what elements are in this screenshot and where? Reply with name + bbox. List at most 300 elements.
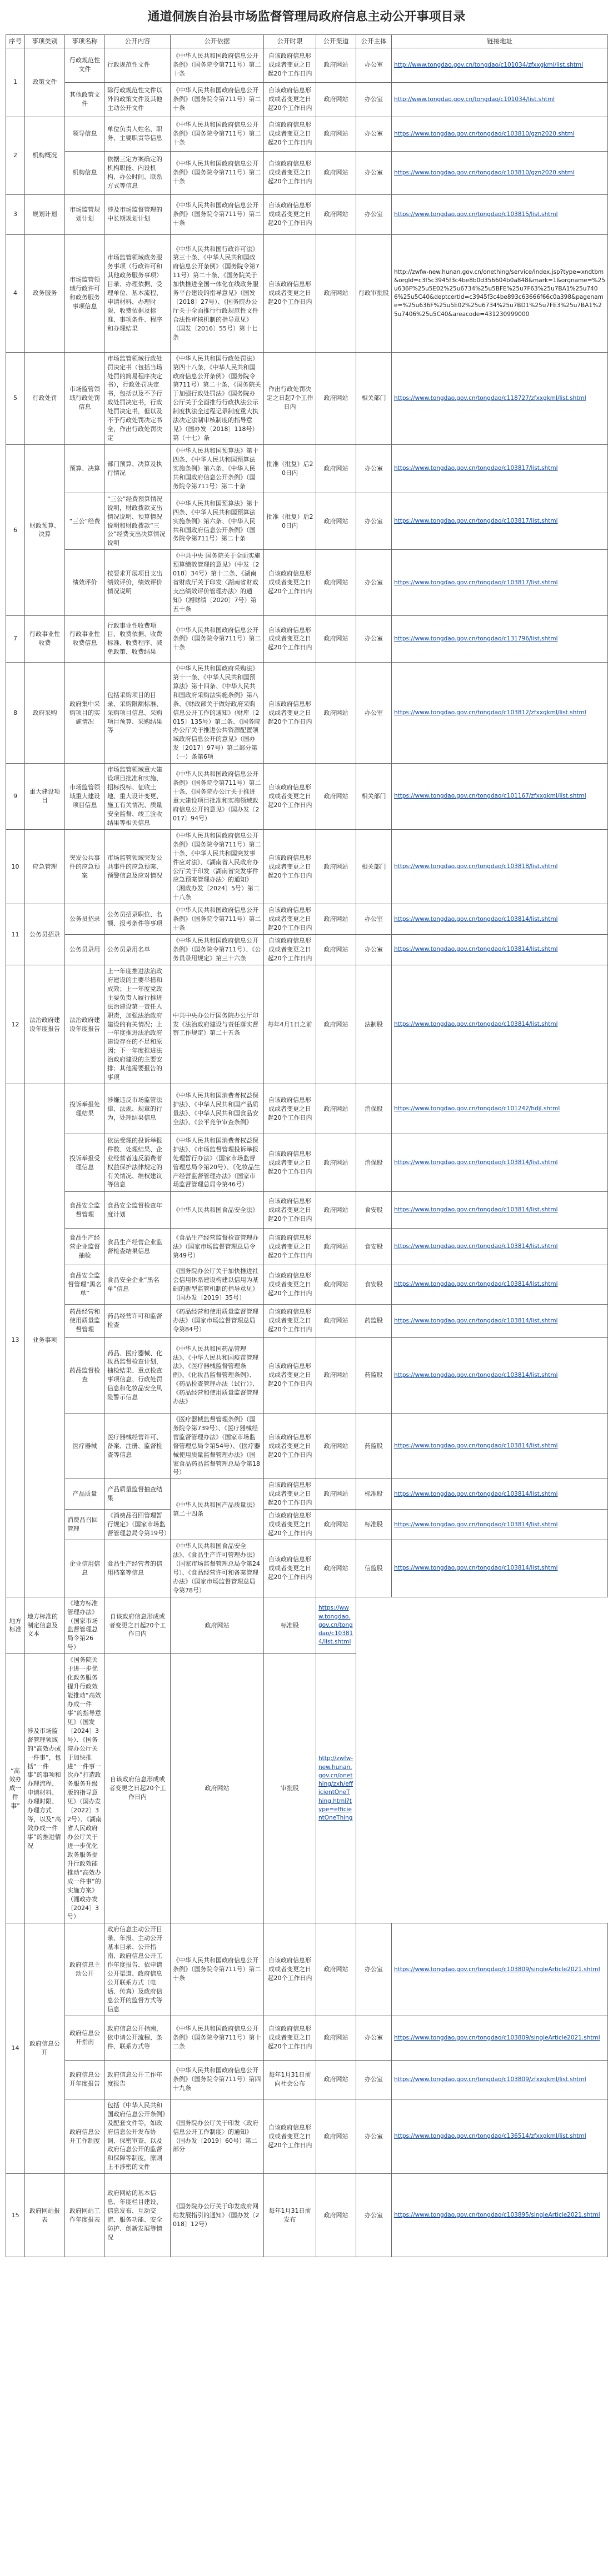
table-cell: 政府网站 xyxy=(316,1134,356,1192)
link-address[interactable]: https://www.tongdao.gov.cn/tongdao/c103809/singleArticle2021.shtml xyxy=(394,1966,600,1973)
table-cell: 行政处罚 xyxy=(25,352,65,444)
table-cell: 法制股 xyxy=(356,965,392,1084)
table-cell: 政府网站 xyxy=(316,2099,356,2174)
content-cell: 公务员录用名单 xyxy=(105,935,171,965)
content-cell: 除行政规范性文件以外的政策文件及其他主动公开文件 xyxy=(105,82,171,117)
table-cell: 政府网站 xyxy=(316,1304,356,1337)
content-cell: 政府信息主动公开目录、年报、主动公开基本目录、公开指南、政府信息公开工作年度报告、依申请公开渠道、政府信息公开联系方式（电话、传真）及政府信息公开的监督方式等信息 xyxy=(105,1923,171,2016)
content-cell: “三公”经费预算情况说明，财政拨款支出情况说明、预算情况说明和财政拨款“三公”经费支出决算情况说明 xyxy=(105,493,171,550)
content-cell: 食品生产经营者的信用档案等信息 xyxy=(105,1540,171,1597)
table-cell: 政府网站 xyxy=(316,829,356,904)
header-cell: 公开依据 xyxy=(171,35,264,48)
table-cell: 自该政府信息形成或者变更之日起20个工作日内 xyxy=(264,904,316,935)
table-cell: 自该政府信息形成或者变更之日起20个工作日内 xyxy=(264,82,316,117)
table-cell: 相关部门 xyxy=(356,764,392,830)
table-cell: 规划计划 xyxy=(25,194,65,234)
table-row xyxy=(6,194,608,234)
table-cell: 政府网站 xyxy=(316,151,356,194)
table-row xyxy=(6,935,608,965)
table-row xyxy=(6,117,608,151)
table-cell: 市场监管领域行政许可和政务服务事项信息 xyxy=(65,234,105,352)
table-cell: 食品安全监督管理 xyxy=(65,1192,105,1229)
table-row xyxy=(6,82,608,117)
header-cell: 事项类别 xyxy=(25,35,65,48)
link-cell xyxy=(392,1540,608,1597)
table-cell: “高效办成一件事” xyxy=(6,1654,25,1923)
link-cell xyxy=(316,1597,356,1654)
content-cell: 政府信息公开指南，依申请公开流程、条件、联系方式等 xyxy=(105,2016,171,2060)
link-address[interactable]: http://zwfw-new.hunan.gov.cn/onething/service/index.jsp?type=xndtbm&orgId=c3f5c3945f3c4be8b0d356604b0a848&mark=1&orgname=%25u636F%25u5E02%25u6734%25u5BFE%25u7F63%25u7BA1%25u7406%25u5C40&deptcertId=c3945f3c4be893c63666f66c0a398&pagename=%25u636F%25u5E02%25u6734%25u7BD1%25u7FE3%25u7BA1%25u7406%25u5C40&areacode=431230999000 xyxy=(394,268,605,318)
table-cell: 自该政府信息形成或者变更之日起20个工作日内 xyxy=(264,2099,316,2174)
table-cell: 机构信息 xyxy=(65,151,105,194)
table-cell: 自该政府信息形成或者变更之日起20个工作日内 xyxy=(264,151,316,194)
link-cell xyxy=(392,965,608,1084)
table-cell: 业务事项 xyxy=(25,1084,65,1597)
table-cell: 市场监管规划计划 xyxy=(65,194,105,234)
content-cell: 食品安全监督检查年度计划 xyxy=(105,1192,171,1229)
table-row xyxy=(6,965,608,1084)
basis-cell: 《中华人民共和国政府信息公开条例》（国务院令第711号）第十二条 xyxy=(171,2016,264,2060)
table-cell: 办公室 xyxy=(356,2016,392,2060)
basis-cell: 《医疗器械监督管理条例》（国务院令第739号）、《医疗器械经营监督管理办法》（国家市场监督管理总局令第54号）、《医疗器械使用质量监督管理办法》（国家食品药品监督管理总局令第18号） xyxy=(171,1413,264,1479)
table-cell: 企业信用信息 xyxy=(65,1540,105,1597)
table-cell: 政府网站 xyxy=(316,493,356,550)
table-cell: 食品安全监督管理“黑名单” xyxy=(65,1265,105,1305)
table-cell: 自该政府信息形成或者变更之日起20个工作日内 xyxy=(264,662,316,763)
table-cell: 自该政府信息形成或者变更之日起20个工作日内 xyxy=(264,117,316,151)
table-cell: 自该政府信息形成或者变更之日起20个工作日内 xyxy=(264,2016,316,2060)
link-cell xyxy=(392,615,608,662)
table-cell: 自该政府信息形成或者变更之日起20个工作日内 xyxy=(264,48,316,82)
table-row xyxy=(6,445,608,493)
content-cell: 政府信息公开工作年度报告 xyxy=(105,2060,171,2099)
table-cell: 政府网站 xyxy=(316,352,356,444)
table-cell: 办公室 xyxy=(356,493,392,550)
table-cell: 绩效评价 xyxy=(65,550,105,616)
table-cell: 政府网站 xyxy=(316,48,356,82)
link-address[interactable]: https://www.tongdao.gov.cn/tongdao/c103818/list.shtml xyxy=(394,863,558,870)
table-cell: 法治政府建设年度报告 xyxy=(65,965,105,1084)
basis-cell: 《中华人民共和国政府信息公开条例》（国务院令第711号）第二十条 xyxy=(171,615,264,662)
table-cell: 政府集中采购项目的实施情况 xyxy=(65,662,105,763)
link-address[interactable]: https://www.tongdao.gov.cn/tongdao/c103814/list.shtml xyxy=(394,1565,558,1572)
table-cell: 4 xyxy=(6,234,25,352)
content-cell: 食品安全企业“黑名单”信息 xyxy=(105,1265,171,1305)
link-address[interactable]: https://www.tongdao.gov.cn/tongdao/c103814/list.shtml xyxy=(394,1243,558,1250)
basis-cell: 《中华人民共和国政府信息公开条例》（国务院令第711号）第二十条 xyxy=(171,82,264,117)
link-cell xyxy=(392,1192,608,1229)
content-cell: 单位负责人姓名、职务、主要职责等信息 xyxy=(105,117,171,151)
content-cell: 产品质量监督抽查结果 xyxy=(105,1479,171,1510)
table-row xyxy=(6,1265,608,1305)
header-cell: 链接地址 xyxy=(392,35,608,48)
table-cell: 10 xyxy=(6,829,25,904)
link-address[interactable]: https://www.tongdao.gov.cn/tongdao/c103814/list.shtml xyxy=(394,1371,558,1379)
content-cell: 市场监管领域政务服务事项（行政许可和其他政务服务事项）目录、办理依据、受理单位、基本流程、申请材料、办理时限、收费依据及标准、事项条件、程序和办理结果 xyxy=(105,234,171,352)
link-address[interactable]: https://www.tongdao.gov.cn/tongdao/c103814/list.shtml xyxy=(394,1490,558,1497)
link-cell xyxy=(392,2060,608,2099)
link-address[interactable]: http://www.tongdao.gov.cn/tongdao/c101034/list.shtml xyxy=(394,96,555,103)
table-cell: 15 xyxy=(6,2174,25,2257)
table-cell: 行政规范性文件 xyxy=(65,48,105,82)
content-cell: 医疗器械经营许可、备案、注册、监督检查等信息 xyxy=(105,1413,171,1479)
table-cell: 食安股 xyxy=(356,1229,392,1265)
link-cell xyxy=(392,117,608,151)
table-cell: 审批股 xyxy=(264,1654,316,1923)
table-cell: 公务员招录 xyxy=(65,904,105,935)
basis-cell: 《中华人民共和国政府信息公开条例》（国务院令第711号）第四十九条 xyxy=(171,2060,264,2099)
basis-cell: 《食品生产经营监督检查管理办法》（国家市场监督管理总局令第49号） xyxy=(171,1229,264,1265)
table-row xyxy=(6,352,608,444)
table-cell: 办公室 xyxy=(356,2099,392,2174)
table-cell: 办公室 xyxy=(356,82,392,117)
table-cell: 8 xyxy=(6,662,25,763)
table-cell: 自该政府信息形成或者变更之日起20个工作日内 xyxy=(264,829,316,904)
link-cell xyxy=(392,1479,608,1510)
link-cell xyxy=(392,1510,608,1540)
table-cell: 政府信息主动公开 xyxy=(65,1923,105,2016)
table-cell: 政务服务 xyxy=(25,234,65,352)
page-title: 通道侗族自治县市场监督管理局政府信息主动公开事项目录 xyxy=(147,10,466,24)
table-cell: 财政预算、决算 xyxy=(25,445,65,616)
table-cell: 办公室 xyxy=(356,615,392,662)
link-address[interactable]: https://www.tongdao.gov.cn/tongdao/c103814/list.shtml xyxy=(394,1442,558,1450)
basis-cell: 《中华人民共和国食品安全法》 xyxy=(171,1192,264,1229)
link-address[interactable]: https://www.tongdao.gov.cn/tongdao/c103814/list.shtml xyxy=(394,1521,558,1528)
table-cell: 标准股 xyxy=(356,1479,392,1510)
link-address[interactable]: https://www.tongdao.gov.cn/tongdao/c103814/list.shtml xyxy=(394,946,558,953)
table-cell: 政府网站 xyxy=(316,1192,356,1229)
basis-cell: 《消费品召回管理暂行规定》（国家市场监督管理总局令第19号） xyxy=(105,1510,171,1540)
table-cell: 自该政府信息形成或者变更之日起20个工作日内 xyxy=(264,550,316,616)
link-cell xyxy=(392,151,608,194)
table-cell: 政府网站 xyxy=(316,2174,356,2257)
table-row xyxy=(6,1510,608,1540)
content-cell: 政府网站的基本信息、年度栏目建设、信息发布、互动交流、服务功能、安全防护、创新发展等情况 xyxy=(105,2174,171,2257)
table-row xyxy=(6,1134,608,1192)
table-cell: 政府网站 xyxy=(171,1654,264,1923)
link-address[interactable]: https://www.tongdao.gov.cn/tongdao/c103812/zfxxgkml/list.shtml xyxy=(394,709,586,716)
table-cell: 政府网站 xyxy=(316,82,356,117)
table-cell: 每年1月31日前发布 xyxy=(264,2174,316,2257)
link-address[interactable]: https://www.tongdao.gov.cn/tongdao/c136514/zfxxgkml/list.shtml xyxy=(394,2132,586,2139)
basis-cell: 《中华人民共和国政府信息公开条例》（国务院令第711号）第二十条、《中华人民共和国突发事件应对法》、《湖南省人民政府办公厅关于印发〈湖南省突发事件应急预案管理办法〉的通知》（湘政办发〔2024〕5号）第二十八条 xyxy=(171,829,264,904)
link-address[interactable]: https://www.tongdao.gov.cn/tongdao/c103815/list.shtml xyxy=(394,211,558,218)
link-address[interactable]: https://www.tongdao.gov.cn/tongdao/c103895/singleArticle2021.shtml xyxy=(394,2212,600,2219)
link-cell xyxy=(392,1265,608,1305)
table-row xyxy=(6,1304,608,1337)
basis-cell: 《中华人民共和国产品质量法》第二十四条 xyxy=(171,1479,264,1540)
table-row xyxy=(6,2099,608,2174)
table-cell: 政府网站工作年度报表 xyxy=(65,2174,105,2257)
table-cell: 办公室 xyxy=(356,550,392,616)
table-row xyxy=(6,1192,608,1229)
table-cell: 自该政府信息形成或者变更之日起20个工作日内 xyxy=(264,1134,316,1192)
link-cell xyxy=(392,445,608,493)
table-cell: 政府信息公开工作制度 xyxy=(65,2099,105,2174)
table-cell: 政府网站 xyxy=(316,2060,356,2099)
table-cell: 政府信息公开指南 xyxy=(65,2016,105,2060)
table-cell: 批准（批复）后20日内 xyxy=(264,493,316,550)
table-cell: 机构概况 xyxy=(25,117,65,194)
table-cell: 办公室 xyxy=(356,445,392,493)
link-address[interactable]: https://www.tongdao.gov.cn/tongdao/c103814/list.shtml xyxy=(394,1206,558,1213)
link-cell xyxy=(392,352,608,444)
link-address[interactable]: https://www.tongdao.gov.cn/tongdao/c103809/singleArticle2021.shtml xyxy=(394,2034,600,2041)
link-cell xyxy=(392,194,608,234)
table-cell: 自该政府信息形成或者变更之日起20个工作日内 xyxy=(264,1337,316,1413)
link-cell xyxy=(392,1084,608,1134)
basis-cell: 《中华人民共和国政府信息公开条例》（国务院令第711号）、《公务员录用规定》第三十六条 xyxy=(171,935,264,965)
table-cell: 消保股 xyxy=(356,1084,392,1134)
table-cell: 药监股 xyxy=(356,1337,392,1413)
table-cell: 政府网站 xyxy=(316,965,356,1084)
table-cell: 自该政府信息形成或者变更之日起20个工作日内 xyxy=(264,1229,316,1265)
table-cell: 办公室 xyxy=(356,2174,392,2257)
basis-cell: 《国务院办公厅关于印发〈政府信息公开工作制度〉的通知》（国办发〔2019〕60号）第二部分 xyxy=(171,2099,264,2174)
basis-cell: 《中华人民共和国行政许可法》第三十条、《中华人民共和国政府信息公开条例》（国务院令第711号）第二十条、《国务院关于加快推进全国一体化在线政务服务平台建设的指导意见》（国发〔2018〕27号）、《国务院办公厅关于全面推行行政规范性文件合法性审核机制的指导意见》（国发〔2016〕55号）第十七条 xyxy=(171,234,264,352)
table-cell: 政府网站 xyxy=(316,445,356,493)
link-address[interactable]: https://www.tongdao.gov.cn/tongdao/c131796/list.shtml xyxy=(394,635,558,642)
link-address[interactable]: https://www.tongdao.gov.cn/tongdao/c103817/list.shtml xyxy=(394,465,558,472)
table-cell: 市场监管领域重大建设项目信息 xyxy=(65,764,105,830)
content-cell: 市场监管领域重大建设项目批准和实施、招标投标、征收土地、重大设计变更、施工有关情况、质量安全监督、竣工验收结果等相关信息 xyxy=(105,764,171,830)
content-cell: 上一年度推进法治政府建设的主要举措和成效；上一年度党政主要负责人履行推进法治建设第一责任人职责，加强法治政府建设的有关情况；上一年度推进法治政府建设存在的不足和原因；下一年度推进法治政府建设的主要安排；其他需要报告的事项 xyxy=(105,965,171,1084)
link-address[interactable]: https://www.tongdao.gov.cn/tongdao/c103810/gzn2020.shtml xyxy=(394,169,575,176)
table-cell: 市场监管领域行政处罚信息 xyxy=(65,352,105,444)
table-cell: 政府信息公开 xyxy=(25,1923,65,2174)
link-address[interactable]: https://www.tongdao.gov.cn/tongdao/c103817/list.shtml xyxy=(394,579,558,586)
table-cell: 医疗器械 xyxy=(65,1413,105,1479)
table-cell: 政府网站 xyxy=(316,1265,356,1305)
header-cell: 序号 xyxy=(6,35,25,48)
table-row xyxy=(6,2016,608,2060)
table-cell: 每年4月1日之前 xyxy=(264,965,316,1084)
link-address[interactable]: https://www.tongdao.gov.cn/tongdao/c103814/list.shtml xyxy=(394,1159,558,1166)
table-cell: 法治政府建设年度报告 xyxy=(25,965,65,1084)
table-cell: 政府网站 xyxy=(316,117,356,151)
table-cell: 标准股 xyxy=(264,1597,316,1654)
link-address[interactable]: https://www.tongdao.gov.cn/tongdao/c101242/hdjl.shtml xyxy=(394,1105,560,1112)
table-cell: 自该政府信息形成或者变更之日起20个工作日内 xyxy=(264,1413,316,1479)
table-cell: 政府网站 xyxy=(316,2016,356,2060)
table-cell: 药监股 xyxy=(356,1413,392,1479)
table-cell: 预算、决算 xyxy=(65,445,105,493)
table-cell: 5 xyxy=(6,352,25,444)
table-cell: 办公室 xyxy=(356,904,392,935)
basis-cell: 《中华人民共和国食品安全法》、《食品生产许可管理办法》（国家市场监督管理总局令第24号）、《食品经营许可和备案管理办法》（国家市场监督管理总局令第78号） xyxy=(171,1540,264,1597)
link-address[interactable]: http://www.tongdao.gov.cn/tongdao/c101034/zfxxgkml/list.shtml xyxy=(394,61,584,68)
table-cell: 政府网站 xyxy=(316,1229,356,1265)
table-cell: 办公室 xyxy=(356,1923,392,2016)
content-cell: 公务员招录职位、名额、报考条件等事项 xyxy=(105,904,171,935)
table-cell: 信监股 xyxy=(356,1540,392,1597)
table-cell: 政府网站报表 xyxy=(25,2174,65,2257)
content-cell: 依据三定方案确定的机构职能、内设机构、办公时间、联系方式等信息 xyxy=(105,151,171,194)
content-cell: 药品经营许可和监督检查 xyxy=(105,1304,171,1337)
link-address[interactable]: http://zwfw-new.hunan.gov.cn/onething/zxh/efficientOneThing.html?type=efficientOneThing xyxy=(318,1755,353,1822)
table-row xyxy=(6,234,608,352)
content-cell: 涉及市场监督管理的中长期规划计划 xyxy=(105,194,171,234)
table-cell: 政府网站 xyxy=(316,764,356,830)
table-row xyxy=(6,1337,608,1413)
table-cell: 自该政府信息形成或者变更之日起20个工作日内 xyxy=(264,935,316,965)
table-cell: 政府网站 xyxy=(171,1597,264,1654)
table-row xyxy=(6,493,608,550)
link-cell xyxy=(392,1134,608,1192)
link-cell xyxy=(392,1337,608,1413)
table-cell: 自该政府信息形成或者变更之日起20个工作日内 xyxy=(264,615,316,662)
table-cell: 政府网站 xyxy=(316,1337,356,1413)
table-cell: 自该政府信息形成或者变更之日起20个工作日内 xyxy=(264,1084,316,1134)
table-cell: 办公室 xyxy=(356,2060,392,2099)
table-cell: 2 xyxy=(6,117,25,194)
table-cell: 13 xyxy=(6,1084,25,1597)
table-row xyxy=(6,904,608,935)
link-cell xyxy=(392,234,608,352)
table-cell: 投诉举报受理信息 xyxy=(65,1134,105,1192)
basis-cell: 《中华人民共和国预算法》第十四条、《中华人民共和国预算法实施条例》第六条、《中华人民共和国政府信息公开条例》（国务院令第711号）第二十条 xyxy=(171,445,264,493)
table-cell: 政策文件 xyxy=(25,48,65,117)
table-row xyxy=(6,662,608,763)
table-cell: 应急管理 xyxy=(25,829,65,904)
link-cell xyxy=(392,1923,608,2016)
table-cell: 领导信息 xyxy=(65,117,105,151)
table-cell: 投诉举报处理结果 xyxy=(65,1084,105,1134)
content-cell: 按要求开展项目支出绩效评价，绩效评价情况说明 xyxy=(105,550,171,616)
table-cell: 3 xyxy=(6,194,25,234)
link-cell xyxy=(392,48,608,82)
table-cell: 自该政府信息形成或者变更之日起20个工作日内 xyxy=(264,1304,316,1337)
table-cell: 办公室 xyxy=(356,935,392,965)
table-cell: 政府网站 xyxy=(316,550,356,616)
link-address[interactable]: https://www.tongdao.gov.cn/tongdao/c103814/list.shtml xyxy=(394,1020,558,1028)
table-cell: 自该政府信息形成或者变更之日起20个工作日内 xyxy=(264,1192,316,1229)
table-cell: 自该政府信息形成或者变更之日起20个工作日内 xyxy=(264,1540,316,1597)
table-cell: 6 xyxy=(6,445,25,616)
link-address[interactable]: https://www.tongdao.gov.cn/tongdao/c103814/list.shtml xyxy=(394,1281,558,1288)
table-row xyxy=(6,1654,608,1923)
basis-cell: 《中华人民共和国政府信息公开条例》（国务院令第711号）第二十条 xyxy=(171,151,264,194)
basis-cell: 《中华人民共和国政府信息公开条例》（国务院令第711号）第二十条 xyxy=(171,194,264,234)
header-cell: 公开内容 xyxy=(105,35,171,48)
table-cell: 公务员录用 xyxy=(65,935,105,965)
table-cell: 办公室 xyxy=(356,662,392,763)
table-cell: 消保股 xyxy=(356,1134,392,1192)
basis-cell: 《中华人民共和国政府采购法》第十一条、《中华人民共和国预算法》第十四条、《中华人民共和国政府采购法实施条例》第八条、《财政部关于做好政府采购信息公开工作的通知》（财库〔2015〕135号）第二条、《国务院办公厅关于推进公共资源配置领域政府信息公开的意见》（国办发〔2017〕97号）第二部分第（一）条第6项 xyxy=(171,662,264,763)
link-cell xyxy=(392,82,608,117)
link-cell xyxy=(392,764,608,830)
table-header-row xyxy=(6,35,608,48)
table-cell: 食安股 xyxy=(356,1192,392,1229)
table-cell: 办公室 xyxy=(356,48,392,82)
table-cell: 办公室 xyxy=(356,151,392,194)
table-cell: 自该政府信息形成或者变更之日起20个工作日内 xyxy=(264,1479,316,1510)
link-address[interactable]: https://www.tongdao.gov.cn/tongdao/c118727/zfxxgkml/list.shtml xyxy=(394,394,586,402)
table-cell: 自该政府信息形成或者变更之日起20个工作日内 xyxy=(264,764,316,830)
content-cell: 市场监管领域突发公共事件的应急预案、预警信息及应对情况 xyxy=(105,829,171,904)
table-cell: 重大建设项目 xyxy=(25,764,65,830)
table-cell: 自该政府信息形成或者变更之日起20个工作日内 xyxy=(264,1510,316,1540)
table-row xyxy=(6,1540,608,1597)
table-cell: 政府网站 xyxy=(316,662,356,763)
basis-cell: 《中华人民共和国政府信息公开条例》（国务院令第711号）第二十条 xyxy=(171,117,264,151)
link-address[interactable]: https://www.tongdao.gov.cn/tongdao/c103814/list.shtml xyxy=(318,1605,353,1646)
table-cell: 政府网站 xyxy=(316,1923,356,2016)
link-cell xyxy=(392,1304,608,1337)
table-cell: 突发公共事件的应急预案 xyxy=(65,829,105,904)
table-row xyxy=(6,2060,608,2099)
basis-cell: 《中华人民共和国政府信息公开条例》（国务院令第711号）第二十条 xyxy=(171,1923,264,2016)
link-cell xyxy=(392,935,608,965)
basis-cell: 中共中央办公厅国务院办公厅印发《法治政府建设与责任落实督察工作规定》第二十五条 xyxy=(171,965,264,1084)
table-row xyxy=(6,48,608,82)
table-cell: 药品经营和使用质量监督管理 xyxy=(65,1304,105,1337)
content-cell: 依法受理的投诉举报件数、处理结果、企业经营者违反消费者权益保护法律规定的有关情况、维权建议等信息 xyxy=(105,1134,171,1192)
table-cell: 其他政策文件 xyxy=(65,82,105,117)
table-cell: 政府网站 xyxy=(316,1479,356,1510)
table-cell: 自该政府信息形成或者变更之日起20个工作日内 xyxy=(264,234,316,352)
header-cell: 事项名称 xyxy=(65,35,105,48)
basis-cell: 《国务院关于进一步优化政务服务提升行政效能推动“高效办成一件事”的指导意见》（国发〔2024〕3号）、《国务院办公厅关于加快推进“一件事一次办”打造政务服务升级版的指导意见》（国办发〔2022〕32号）、《湖南省人民政府办公厅关于进一步优化政务服务提升行政效能推动“高效办成一件事”的实施方案》（湘政办发〔2024〕3号） xyxy=(65,1654,105,1923)
link-cell xyxy=(392,2174,608,2257)
table-cell: 1 xyxy=(6,48,25,117)
table-cell: 14 xyxy=(6,1923,25,2174)
link-cell xyxy=(392,550,608,616)
table-cell: 药品监督检查 xyxy=(65,1337,105,1413)
table-cell: 药监股 xyxy=(356,1304,392,1337)
table-row xyxy=(6,151,608,194)
table-cell: 政府网站 xyxy=(316,1084,356,1134)
link-address[interactable]: https://www.tongdao.gov.cn/tongdao/c103809/zfxxgkml/list.shtml xyxy=(394,2076,586,2083)
basis-cell: 《中华人民共和国政府信息公开条例》（国务院令第711号）第二十条、《国务院办公厅关于推进重大建设项目批准和实施领域政府信息公开的意见》（国办发〔2017〕94号） xyxy=(171,764,264,830)
link-address[interactable]: https://www.tongdao.gov.cn/tongdao/c103810/gzn2020.shtml xyxy=(394,130,575,137)
table-cell: 作出行政处罚决定之日起7个工作日内 xyxy=(264,352,316,444)
table-cell: 标准股 xyxy=(356,1510,392,1540)
link-address[interactable]: https://www.tongdao.gov.cn/tongdao/c101167/zfxxgkml/list.shtml xyxy=(394,793,586,800)
table-cell: 行政事业性收费 xyxy=(25,615,65,662)
link-cell xyxy=(392,1413,608,1479)
content-cell: 包括《中华人民共和国政府信息公开条例》及配套文件等，如政府信息公开发布协调、保密审查、以及政府信息公开的监督和保障等制度，原则上不涉密的文件 xyxy=(105,2099,171,2174)
table-cell: 地方标准 xyxy=(6,1597,25,1654)
table-row xyxy=(6,1229,608,1265)
table-row xyxy=(6,829,608,904)
disclosure-table xyxy=(6,34,608,2257)
basis-cell: 《中华人民共和国预算法》第十四条、《中华人民共和国预算法实施条例》第六条、《中华人民共和国政府信息公开条例》（国务院令第711号）第二十条 xyxy=(171,493,264,550)
basis-cell: 《中华人民共和国政府信息公开条例》（国务院令第711号）第二十条 xyxy=(171,48,264,82)
table-cell: 食安股 xyxy=(356,1265,392,1305)
basis-cell: 《中共中央 国务院关于全面实施预算绩效管理的意见》（中发〔2018〕34号）第十二条、《湖南省财政厅关于印发〈湖南省财政支出绩效评价管理办法〉的通知》（湘财绩〔2020〕7号）第五十条 xyxy=(171,550,264,616)
link-address[interactable]: https://www.tongdao.gov.cn/tongdao/c103814/list.shtml xyxy=(394,1317,558,1324)
table-cell: 12 xyxy=(6,965,25,1084)
link-cell xyxy=(392,2016,608,2060)
content-cell: 包括采购项目的目录、采购限额标准、采购项目信息、采购项目预算、采购结果等 xyxy=(105,662,171,763)
table-cell: 政府网站 xyxy=(316,615,356,662)
link-cell xyxy=(392,904,608,935)
link-address[interactable]: https://www.tongdao.gov.cn/tongdao/c103817/list.shtml xyxy=(394,517,558,524)
basis-cell: 《地方标准管理办法》（国家市场监督管理总局令第26号） xyxy=(65,1597,105,1654)
table-cell: 政府采购 xyxy=(25,662,65,763)
table-cell: 办公室 xyxy=(356,194,392,234)
table-cell: 公务员招录 xyxy=(25,904,65,965)
table-cell: 自该政府信息形成或者变更之日起20个工作日内 xyxy=(264,1923,316,2016)
link-address[interactable]: https://www.tongdao.gov.cn/tongdao/c103814/list.shtml xyxy=(394,915,558,923)
table-row xyxy=(6,1923,608,2016)
table-cell: “三公”经费 xyxy=(65,493,105,550)
table-cell: 行政事业性收费信息 xyxy=(65,615,105,662)
content-cell: 市场监管领域行政处罚决定书（包括当场处罚的简易程序决定书），行政处罚决定书，包括以及不予行政处罚决定书，行政处罚决定书，但以及不予行政处罚决定书全，作出行政处罚决定 xyxy=(105,352,171,444)
table-row xyxy=(6,1479,608,1510)
